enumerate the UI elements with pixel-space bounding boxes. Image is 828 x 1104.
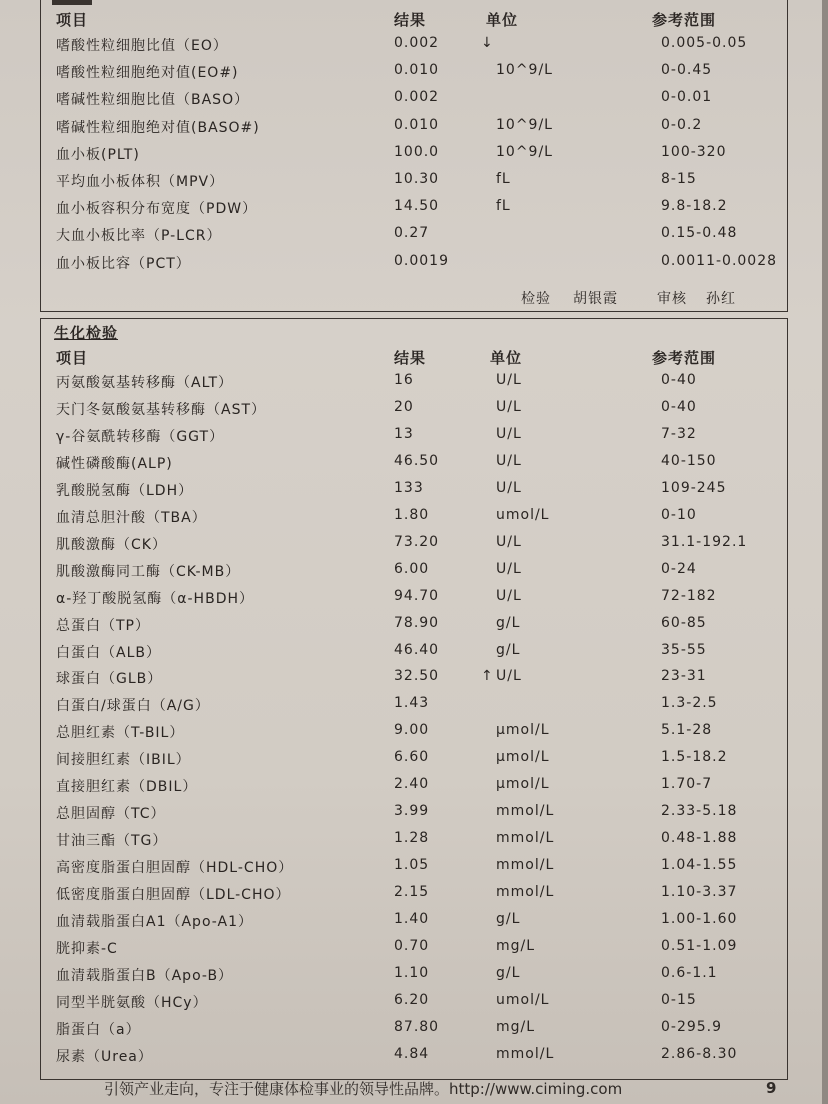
test-name: 白蛋白/球蛋白（A/G） <box>56 698 210 715</box>
test-unit: mmol/L <box>496 884 555 901</box>
test-name: 碱性磷酸酶(ALP) <box>56 455 173 472</box>
reference-range: 0.005-0.05 <box>661 35 748 51</box>
test-name: 嗜碱性粒细胞绝对值(BASO#) <box>56 119 260 136</box>
test-result: 10.30 <box>394 171 440 187</box>
table-row <box>0 1046 828 1072</box>
table-row <box>0 776 828 802</box>
table-row <box>0 225 828 251</box>
test-name: 甘油三酯（TG） <box>56 833 168 850</box>
test-name: 同型半胱氨酸（HCy） <box>56 994 208 1011</box>
header-unit: 单位 <box>490 349 523 367</box>
table-row <box>0 35 828 61</box>
table-row <box>0 117 828 143</box>
test-unit: U/L <box>496 560 522 577</box>
test-unit: g/L <box>496 911 521 927</box>
reference-range: 8-15 <box>661 171 697 187</box>
table-row <box>0 749 828 775</box>
reference-range: 0-295.9 <box>661 1018 723 1035</box>
reference-range: 100-320 <box>661 143 727 160</box>
reference-range: 0.0011-0.0028 <box>661 252 778 269</box>
header-result: 结果 <box>394 11 427 29</box>
table-row <box>0 480 828 506</box>
tester-label: 检验 <box>521 291 551 307</box>
test-result: 4.84 <box>394 1045 430 1062</box>
test-name: γ-谷氨酰转移酶（GGT） <box>56 428 225 445</box>
reference-range: 40-150 <box>661 452 717 469</box>
test-result: 94.70 <box>394 587 440 604</box>
test-result: 2.15 <box>394 884 430 901</box>
test-result: 14.50 <box>394 198 440 215</box>
test-unit: U/L <box>496 479 522 496</box>
test-name: 肌酸激酶同工酶（CK-MB） <box>56 563 241 580</box>
test-result: 6.20 <box>394 991 430 1008</box>
table-row <box>0 561 828 587</box>
page-edge <box>822 0 828 1104</box>
page-number: 9 <box>766 1079 777 1097</box>
table-row <box>0 830 828 856</box>
table-row <box>0 695 828 721</box>
reference-range: 2.86-8.30 <box>661 1045 738 1062</box>
test-name: 血小板比容（PCT） <box>56 255 191 272</box>
test-result: 0.002 <box>394 35 440 51</box>
reference-range: 1.04-1.55 <box>661 857 738 874</box>
test-result: 6.00 <box>394 560 430 577</box>
test-name: 嗜碱性粒细胞比值（BASO） <box>56 92 250 109</box>
reviewer-label: 审核 <box>657 291 687 307</box>
test-name: 高密度脂蛋白胆固醇（HDL-CHO） <box>56 860 294 877</box>
reviewer-name: 孙红 <box>706 291 736 307</box>
table-row <box>0 668 828 694</box>
test-name: 大血小板比率（P-LCR） <box>56 228 222 245</box>
test-result: 100.0 <box>394 143 440 160</box>
biochem-header-row <box>0 347 828 373</box>
abnormal-flag: ↓ <box>481 35 494 51</box>
table-row <box>0 372 828 398</box>
reference-range: 72-182 <box>661 587 717 604</box>
test-name: 血小板(PLT) <box>56 146 140 163</box>
table-row <box>0 803 828 829</box>
table-row <box>0 911 828 937</box>
test-result: 2.40 <box>394 776 430 793</box>
test-result: 1.80 <box>394 506 430 523</box>
test-unit: μmol/L <box>496 749 550 766</box>
test-name: 天门冬氨酸氨基转移酶（AST） <box>56 401 267 418</box>
test-unit: mmol/L <box>496 803 555 820</box>
reference-range: 0-24 <box>661 560 697 577</box>
test-result: 0.010 <box>394 62 440 79</box>
test-unit: mg/L <box>496 1018 536 1035</box>
test-name: 球蛋白（GLB） <box>56 671 163 688</box>
test-unit: U/L <box>496 372 522 388</box>
reference-range: 0-15 <box>661 991 697 1008</box>
test-name: 丙氨酸氨基转移酶（ALT） <box>56 375 234 391</box>
test-result: 6.60 <box>394 749 430 766</box>
test-name: 血清载脂蛋白A1（Apo-A1） <box>56 914 254 930</box>
test-unit: U/L <box>496 668 522 685</box>
table-row <box>0 884 828 910</box>
reference-range: 0-0.01 <box>661 89 713 106</box>
table-row <box>0 938 828 964</box>
test-result: 13 <box>394 425 414 442</box>
table-row <box>0 62 828 88</box>
test-unit: U/L <box>496 587 522 604</box>
table-row <box>0 615 828 641</box>
header-reference: 参考范围 <box>652 349 717 367</box>
test-unit: μmol/L <box>496 722 550 739</box>
test-unit: mmol/L <box>496 1045 555 1062</box>
table-row <box>0 534 828 560</box>
test-unit: 10^9/L <box>496 143 553 160</box>
test-result: 0.27 <box>394 225 430 242</box>
test-name: 白蛋白（ALB） <box>56 644 161 661</box>
test-result: 20 <box>394 398 414 415</box>
table-row <box>0 171 828 197</box>
table-row <box>0 89 828 115</box>
test-name: 乳酸脱氢酶（LDH） <box>56 482 194 499</box>
reference-range: 1.10-3.37 <box>661 884 738 901</box>
reference-range: 0-0.2 <box>661 116 703 133</box>
section-title-biochem: 生化检验 <box>54 324 119 342</box>
table-row <box>0 722 828 748</box>
header-unit: 单位 <box>486 11 519 29</box>
blood-header-row <box>0 9 828 35</box>
reference-range: 0.51-1.09 <box>661 937 738 954</box>
test-name: 平均血小板体积（MPV） <box>56 174 225 190</box>
table-row <box>0 399 828 425</box>
reference-range: 0-10 <box>661 506 697 523</box>
reference-range: 0-40 <box>661 398 697 415</box>
test-name: 尿素（Urea） <box>56 1048 153 1065</box>
test-result: 0.010 <box>394 116 440 133</box>
test-result: 3.99 <box>394 803 430 820</box>
test-result: 0.0019 <box>394 252 449 269</box>
test-result: 73.20 <box>394 533 440 550</box>
test-result: 0.70 <box>394 937 430 954</box>
reference-range: 31.1-192.1 <box>661 533 748 550</box>
test-result: 9.00 <box>394 722 430 739</box>
reference-range: 0.48-1.88 <box>661 830 738 847</box>
table-row <box>0 144 828 170</box>
reference-range: 2.33-5.18 <box>661 803 738 820</box>
test-name: 总蛋白（TP） <box>56 617 150 634</box>
test-unit: mg/L <box>496 937 536 954</box>
reference-range: 23-31 <box>661 668 707 685</box>
reference-range: 0.6-1.1 <box>661 964 718 981</box>
header-reference: 参考范围 <box>652 11 717 29</box>
test-unit: g/L <box>496 614 521 631</box>
reference-range: 0.15-0.48 <box>661 225 738 242</box>
test-result: 16 <box>394 372 414 388</box>
test-result: 133 <box>394 479 424 496</box>
test-unit: fL <box>496 171 511 187</box>
test-name: 肌酸激酶（CK） <box>56 536 167 553</box>
test-unit: g/L <box>496 641 521 658</box>
test-name: 脂蛋白（a） <box>56 1021 141 1038</box>
test-name: 血清总胆汁酸（TBA） <box>56 509 207 526</box>
test-name: 嗜酸性粒细胞比值（EO） <box>56 38 228 54</box>
test-name: 低密度脂蛋白胆固醇（LDL-CHO） <box>56 887 291 904</box>
test-unit: umol/L <box>496 991 550 1008</box>
reference-range: 1.5-18.2 <box>661 749 728 766</box>
reference-range: 1.70-7 <box>661 776 713 793</box>
table-row <box>0 588 828 614</box>
test-unit: 10^9/L <box>496 62 553 79</box>
table-row <box>0 198 828 224</box>
reference-range: 109-245 <box>661 479 727 496</box>
test-unit: mmol/L <box>496 830 555 847</box>
table-row <box>0 965 828 991</box>
test-name: α-羟丁酸脱氢酶（α-HBDH） <box>56 590 254 607</box>
reference-range: 1.00-1.60 <box>661 911 738 927</box>
footer-slogan: 引领产业走向，专注于健康体检事业的领导性品牌。http://www.ciming.com <box>104 1080 623 1098</box>
test-name: 直接胆红素（DBIL） <box>56 779 198 796</box>
test-name: 胱抑素-C <box>56 940 118 957</box>
test-result: 1.10 <box>394 964 430 981</box>
test-result: 32.50 <box>394 668 440 685</box>
table-row <box>0 992 828 1018</box>
test-unit: U/L <box>496 425 522 442</box>
test-name: 血清载脂蛋白B（Apo-B） <box>56 967 234 984</box>
test-name: 间接胆红素（IBIL） <box>56 752 191 769</box>
test-unit: U/L <box>496 398 522 415</box>
test-result: 1.05 <box>394 857 430 874</box>
test-name: 总胆红素（T-BIL） <box>56 725 185 742</box>
test-result: 1.43 <box>394 695 430 712</box>
test-unit: umol/L <box>496 506 550 523</box>
table-row <box>0 507 828 533</box>
reference-range: 0-0.45 <box>661 62 713 79</box>
table-row <box>0 426 828 452</box>
reference-range: 0-40 <box>661 372 697 388</box>
test-result: 1.40 <box>394 911 430 927</box>
test-result: 1.28 <box>394 830 430 847</box>
table-row <box>0 453 828 479</box>
reference-range: 1.3-2.5 <box>661 695 718 712</box>
reference-range: 7-32 <box>661 425 697 442</box>
header-result: 结果 <box>394 349 427 367</box>
reference-range: 9.8-18.2 <box>661 198 728 215</box>
test-name: 血小板容积分布宽度（PDW） <box>56 201 258 218</box>
test-result: 46.40 <box>394 641 440 658</box>
abnormal-flag: ↑ <box>481 668 494 685</box>
reference-range: 5.1-28 <box>661 722 713 739</box>
test-result: 78.90 <box>394 614 440 631</box>
test-result: 0.002 <box>394 89 440 106</box>
test-unit: g/L <box>496 964 521 981</box>
test-unit: U/L <box>496 452 522 469</box>
table-row <box>0 857 828 883</box>
test-name: 嗜酸性粒细胞绝对值(EO#) <box>56 65 239 82</box>
test-result: 87.80 <box>394 1018 440 1035</box>
table-row <box>0 253 828 279</box>
reference-range: 35-55 <box>661 641 707 658</box>
test-unit: 10^9/L <box>496 116 553 133</box>
table-row <box>0 642 828 668</box>
test-name: 总胆固醇（TC） <box>56 806 166 823</box>
test-unit: mmol/L <box>496 857 555 874</box>
test-unit: fL <box>496 198 511 215</box>
test-unit: μmol/L <box>496 776 550 793</box>
tester-name: 胡银霞 <box>573 291 618 307</box>
table-row <box>0 1019 828 1045</box>
test-unit: U/L <box>496 533 522 550</box>
test-result: 46.50 <box>394 452 440 469</box>
header-item: 项目 <box>56 11 89 29</box>
reference-range: 60-85 <box>661 614 707 631</box>
header-item: 项目 <box>56 349 89 367</box>
